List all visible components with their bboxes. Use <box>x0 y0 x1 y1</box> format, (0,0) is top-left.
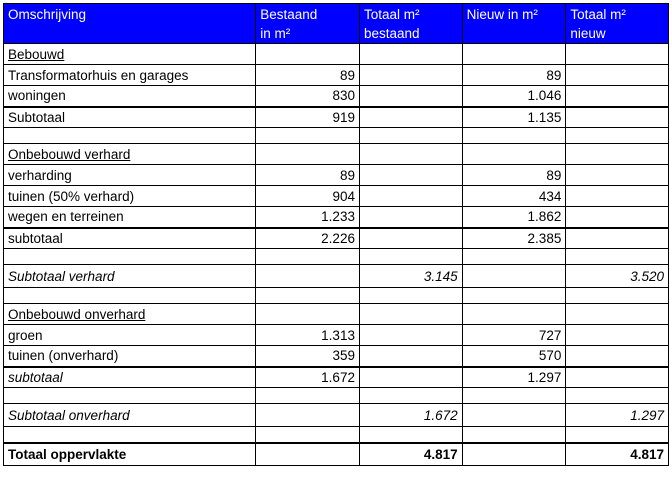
empty-cell <box>4 388 256 404</box>
empty-cell <box>359 367 462 388</box>
table-row <box>4 346 669 367</box>
empty-cell <box>359 165 462 186</box>
empty-cell <box>566 346 669 367</box>
value-nieuw: 1.046 <box>462 86 566 107</box>
subtotal-row <box>4 107 669 128</box>
empty-cell <box>359 144 462 165</box>
empty-cell <box>566 367 669 388</box>
value-bestaand: 1.313 <box>256 325 360 346</box>
header-nieuw: Nieuw in m² <box>462 4 566 44</box>
empty-cell <box>462 304 566 325</box>
spacer-row <box>4 288 669 304</box>
empty-cell <box>256 144 360 165</box>
empty-cell <box>566 86 669 107</box>
row-label: Subtotaal onverhard <box>4 404 256 427</box>
row-label: Subtotaal <box>4 107 256 128</box>
empty-cell <box>256 288 360 304</box>
header-totaal-bestaand <box>359 4 462 44</box>
table-row <box>4 165 669 186</box>
empty-cell <box>462 144 566 165</box>
empty-cell <box>4 427 256 443</box>
value-bestaand: 1.233 <box>256 207 360 228</box>
empty-cell <box>359 186 462 207</box>
value-bestaand: 1.672 <box>256 367 360 388</box>
empty-cell <box>566 304 669 325</box>
header-bestaand-line2: in m² <box>260 26 291 41</box>
empty-cell <box>359 44 462 65</box>
header-omschrijving: Omschrijving <box>4 4 256 44</box>
header-totaal-nieuw <box>566 4 669 44</box>
empty-cell <box>359 304 462 325</box>
empty-cell <box>256 265 360 288</box>
empty-cell <box>462 443 566 466</box>
value-nieuw: 570 <box>462 346 566 367</box>
section-title-row <box>4 304 669 325</box>
empty-cell <box>4 128 256 144</box>
header-totaal-bestaand-line1: Totaal m² <box>363 7 420 22</box>
row-label: woningen <box>4 86 256 107</box>
section-title-bebouwd <box>4 44 256 65</box>
spacer-row <box>4 427 669 443</box>
empty-cell <box>566 128 669 144</box>
header-bestaand <box>256 4 360 44</box>
empty-cell <box>4 288 256 304</box>
section-total-row <box>4 265 669 288</box>
value-totaal-bestaand: 3.145 <box>359 265 462 288</box>
empty-cell <box>462 404 566 427</box>
empty-cell <box>566 65 669 86</box>
empty-cell <box>256 44 360 65</box>
value-bestaand: 904 <box>256 186 360 207</box>
empty-cell <box>359 228 462 249</box>
empty-cell <box>566 186 669 207</box>
value-nieuw: 1.135 <box>462 107 566 128</box>
value-bestaand: 2.226 <box>256 228 360 249</box>
empty-cell <box>359 388 462 404</box>
value-totaal-nieuw: 3.520 <box>566 265 669 288</box>
value-nieuw: 1.297 <box>462 367 566 388</box>
empty-cell <box>359 207 462 228</box>
empty-cell <box>359 65 462 86</box>
header-row <box>4 4 669 44</box>
empty-cell <box>566 165 669 186</box>
row-label: Subtotaal verhard <box>4 265 256 288</box>
empty-cell <box>462 249 566 265</box>
empty-cell <box>359 249 462 265</box>
row-label: subtotaal <box>4 228 256 249</box>
section-title-onverhard <box>4 304 256 325</box>
header-totaal-bestaand-line2: bestaand <box>363 26 420 41</box>
empty-cell <box>566 388 669 404</box>
row-label: Totaal oppervlakte <box>4 443 256 466</box>
value-nieuw: 89 <box>462 165 566 186</box>
empty-cell <box>566 228 669 249</box>
empty-cell <box>566 427 669 443</box>
value-totaal-bestaand: 4.817 <box>359 443 462 466</box>
row-label: groen <box>4 325 256 346</box>
value-nieuw: 1.862 <box>462 207 566 228</box>
empty-cell <box>359 86 462 107</box>
empty-cell <box>566 288 669 304</box>
empty-cell <box>566 249 669 265</box>
spacer-row <box>4 249 669 265</box>
empty-cell <box>462 288 566 304</box>
header-totaal-nieuw-line2: nieuw <box>570 26 606 41</box>
empty-cell <box>462 128 566 144</box>
empty-cell <box>566 44 669 65</box>
value-bestaand: 830 <box>256 86 360 107</box>
value-bestaand: 359 <box>256 346 360 367</box>
row-label: verharding <box>4 165 256 186</box>
section-title-verhard <box>4 144 256 165</box>
value-bestaand: 89 <box>256 165 360 186</box>
value-bestaand: 919 <box>256 107 360 128</box>
value-totaal-nieuw: 1.297 <box>566 404 669 427</box>
row-label: tuinen (onverhard) <box>4 346 256 367</box>
row-label: subtotaal <box>4 367 256 388</box>
header-bestaand-line1: Bestaand <box>260 7 318 22</box>
value-nieuw: 89 <box>462 65 566 86</box>
empty-cell <box>359 288 462 304</box>
section-title-row <box>4 144 669 165</box>
empty-cell <box>462 427 566 443</box>
section-title-text: Onbebouwd verhard <box>8 146 131 162</box>
empty-cell <box>359 107 462 128</box>
table-row <box>4 86 669 107</box>
empty-cell <box>4 249 256 265</box>
empty-cell <box>256 304 360 325</box>
empty-cell <box>256 249 360 265</box>
table-row <box>4 325 669 346</box>
empty-cell <box>359 325 462 346</box>
spacer-row <box>4 388 669 404</box>
subtotal-row <box>4 367 669 388</box>
empty-cell <box>359 427 462 443</box>
empty-cell <box>359 128 462 144</box>
value-totaal-bestaand: 1.672 <box>359 404 462 427</box>
empty-cell <box>462 44 566 65</box>
value-totaal-nieuw: 4.817 <box>566 443 669 466</box>
empty-cell <box>256 128 360 144</box>
empty-cell <box>566 325 669 346</box>
empty-cell <box>359 346 462 367</box>
section-title-text: Bebouwd <box>8 46 65 62</box>
table-row <box>4 65 669 86</box>
value-nieuw: 434 <box>462 186 566 207</box>
empty-cell <box>462 388 566 404</box>
empty-cell <box>566 207 669 228</box>
subtotal-row <box>4 228 669 249</box>
empty-cell <box>256 443 360 466</box>
section-title-text: Onbebouwd onverhard <box>8 306 146 322</box>
section-total-row <box>4 404 669 427</box>
empty-cell <box>256 427 360 443</box>
header-totaal-nieuw-line1: Totaal m² <box>570 7 626 22</box>
value-bestaand: 89 <box>256 65 360 86</box>
grand-total-row <box>4 443 669 466</box>
empty-cell <box>256 404 360 427</box>
empty-cell <box>462 265 566 288</box>
row-label: Transformatorhuis en garages <box>4 65 256 86</box>
empty-cell <box>256 388 360 404</box>
value-nieuw: 727 <box>462 325 566 346</box>
table-row <box>4 207 669 228</box>
area-table <box>3 3 669 466</box>
spacer-row <box>4 128 669 144</box>
row-label: tuinen (50% verhard) <box>4 186 256 207</box>
section-title-row <box>4 44 669 65</box>
empty-cell <box>566 144 669 165</box>
row-label: wegen en terreinen <box>4 207 256 228</box>
value-nieuw: 2.385 <box>462 228 566 249</box>
empty-cell <box>566 107 669 128</box>
table-row <box>4 186 669 207</box>
